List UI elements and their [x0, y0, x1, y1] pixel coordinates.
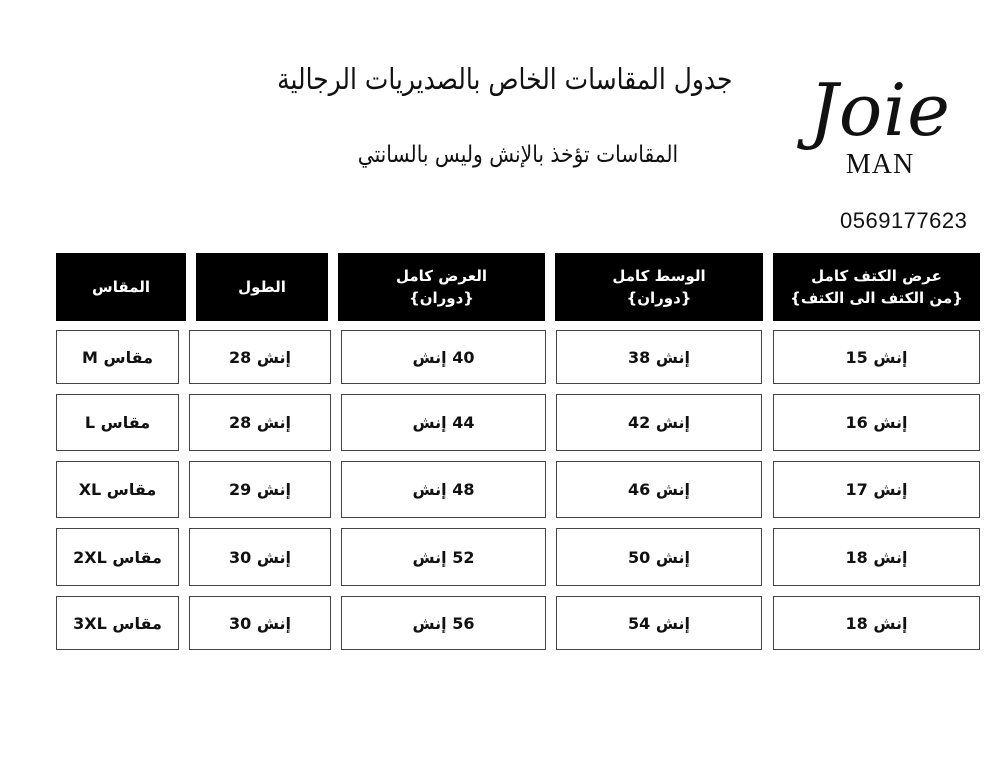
column-header-length	[196, 253, 328, 321]
table-cell-length: إنش 30	[189, 596, 331, 650]
column-header-size	[56, 253, 186, 321]
brand-name: Joie	[809, 68, 951, 152]
column-header-waist	[555, 253, 763, 321]
table-cell-shoulder: إنش 18	[773, 596, 980, 650]
table-cell-size: مقاس L	[56, 394, 179, 451]
table-cell-size: مقاس XL	[56, 461, 179, 518]
table-cell-size: مقاس 2XL	[56, 528, 179, 586]
table-cell-waist: إنش 54	[556, 596, 762, 650]
page-subtitle: المقاسات تؤخذ بالإنش وليس بالسانتي	[357, 142, 678, 168]
table-cell-waist: إنش 46	[556, 461, 762, 518]
table-cell-width: 48 إنش	[341, 461, 546, 518]
table-cell-size: مقاس 3XL	[56, 596, 179, 650]
column-header-width	[338, 253, 545, 321]
table-cell-length: إنش 28	[189, 394, 331, 451]
column-header-shoulder-label: عرض الكتف كامل	[811, 267, 942, 285]
brand-logo	[790, 68, 970, 178]
table-cell-shoulder: إنش 16	[773, 394, 980, 451]
brand-subtitle: MAN	[845, 149, 915, 180]
table-cell-shoulder: إنش 15	[773, 330, 980, 384]
column-header-size-label: المقاس	[92, 278, 150, 296]
column-header-length-label: الطول	[238, 278, 286, 296]
table-cell-shoulder: إنش 18	[773, 528, 980, 586]
column-header-waist-label: الوسط كامل	[612, 267, 706, 285]
column-header-width-note: {دوران}	[409, 289, 474, 307]
column-header-width-label: العرض كامل	[396, 267, 488, 285]
column-header-shoulder	[773, 253, 980, 321]
table-cell-waist: إنش 42	[556, 394, 762, 451]
column-header-shoulder-note: {من الكتف الى الكتف}	[790, 289, 963, 307]
table-cell-width: 40 إنش	[341, 330, 546, 384]
column-header-waist-note: {دوران}	[626, 289, 692, 307]
table-cell-waist: إنش 50	[556, 528, 762, 586]
table-cell-length: إنش 29	[189, 461, 331, 518]
phone-number: 0569177623	[840, 208, 968, 233]
table-cell-shoulder: إنش 17	[773, 461, 980, 518]
table-cell-length: إنش 30	[189, 528, 331, 586]
table-cell-length: إنش 28	[189, 330, 331, 384]
table-cell-waist: إنش 38	[556, 330, 762, 384]
page-title: جدول المقاسات الخاص بالصديريات الرجالية	[276, 62, 732, 96]
table-cell-width: 56 إنش	[341, 596, 546, 650]
table-cell-size: مقاس M	[56, 330, 179, 384]
table-cell-width: 44 إنش	[341, 394, 546, 451]
table-cell-width: 52 إنش	[341, 528, 546, 586]
